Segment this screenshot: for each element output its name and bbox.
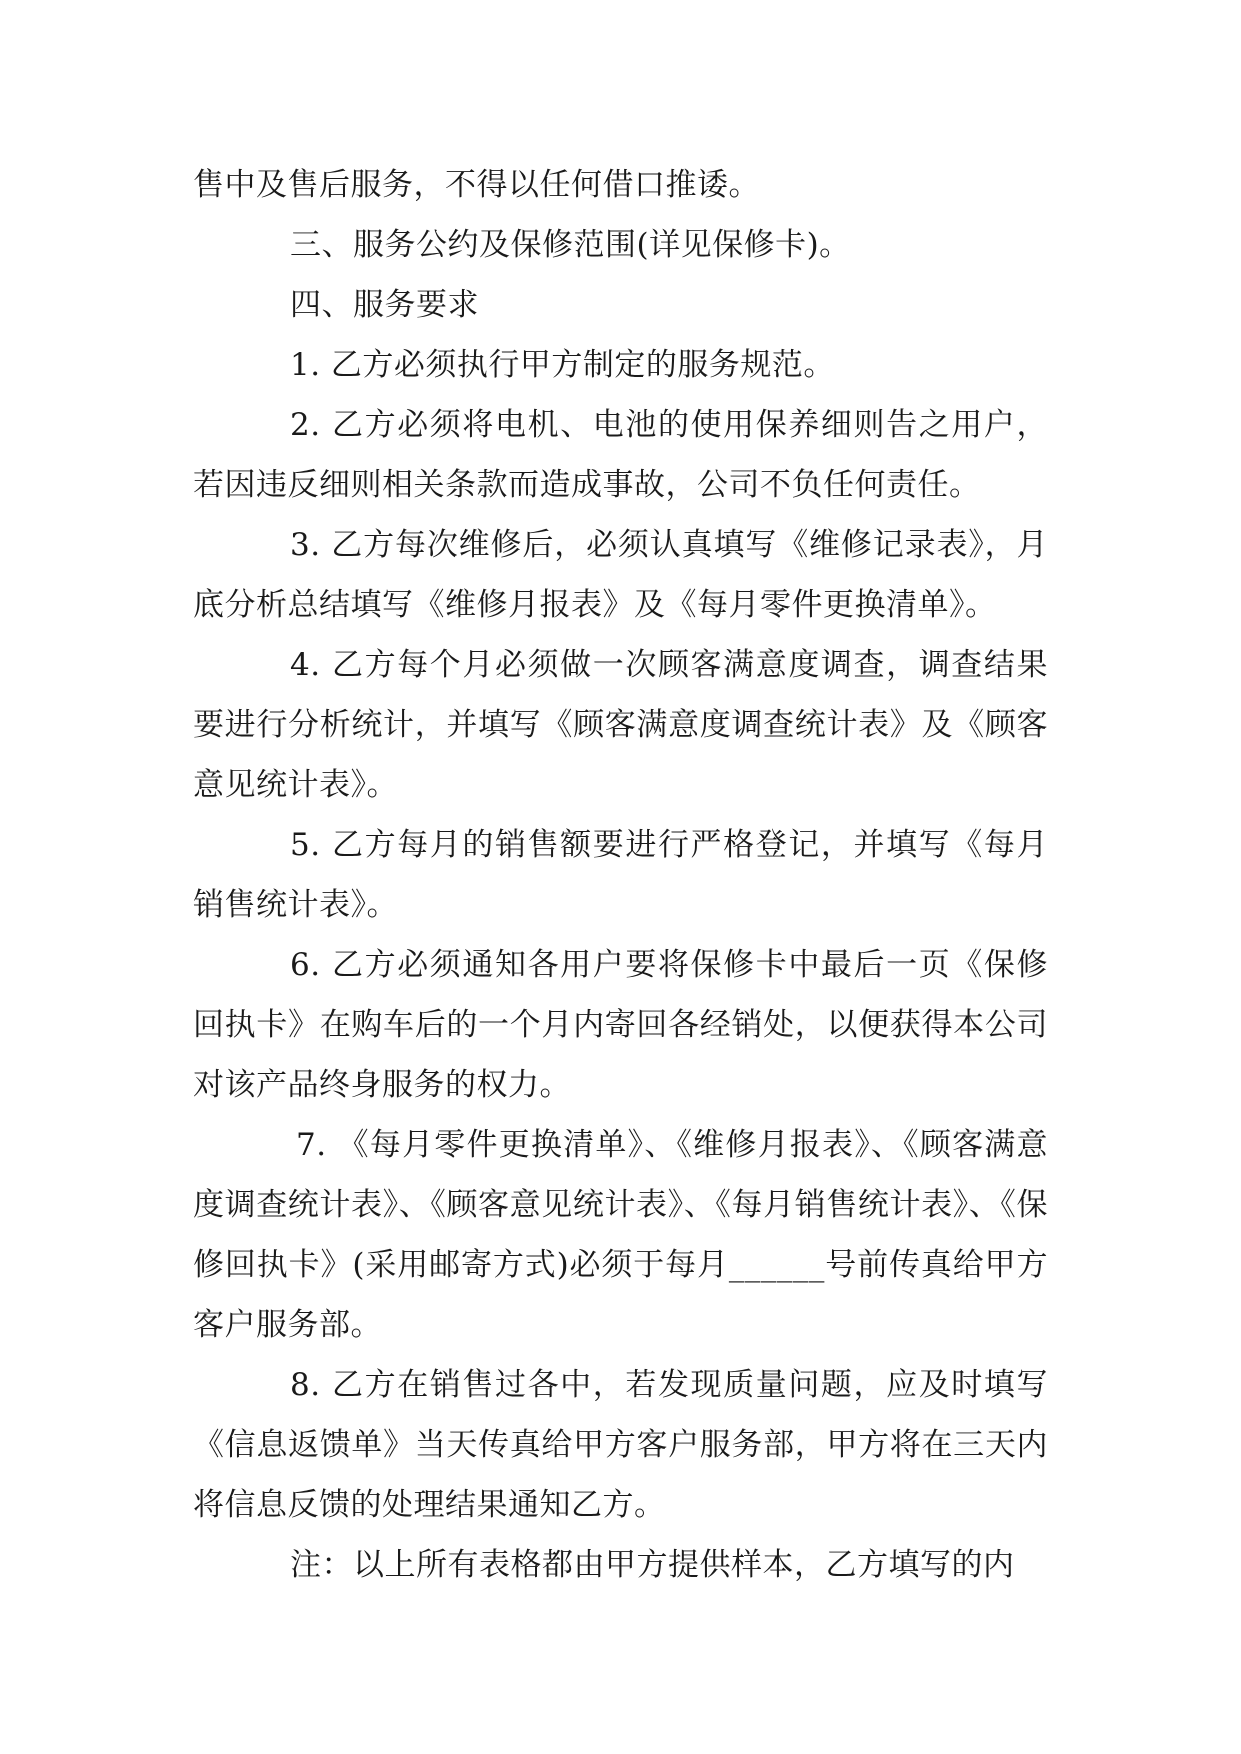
list-item-8: 8. 乙方在销售过各中，若发现质量问题，应及时填写《信息返馈单》当天传真给甲方客户服务部，甲方将在三天内将信息反馈的处理结果通知乙方。 (193, 1367, 1048, 1523)
list-item-1: 1. 乙方必须执行甲方制定的服务规范。 (290, 347, 835, 383)
list-item-7: 7. 《每月零件更换清单》、《维修月报表》、《顾客满意度调查统计表》、《顾客意见统计表》、《每月销售统计表》、《保修回执卡》(采用邮寄方式)必须于每月______号前传真给甲方客户服务部。 (193, 1127, 1048, 1343)
paragraph-section-four-heading: 四、服务要求 (290, 287, 479, 323)
list-item-3: 3. 乙方每次维修后，必须认真填写《维修记录表》，月底分析总结填写《维修月报表》及《每月零件更换清单》。 (193, 527, 1048, 623)
note-paragraph: 注：以上所有表格都由甲方提供样本，乙方填写的内 (290, 1547, 1015, 1583)
paragraph-section-three-heading: 三、服务公约及保修范围(详见保修卡)。 (290, 227, 851, 263)
paragraph-after-sales-clause: 售中及售后服务，不得以任何借口推诿。 (193, 167, 760, 203)
list-item-2: 2. 乙方必须将电机、电池的使用保养细则告之用户，若因违反细则相关条款而造成事故，公司不负任何责任。 (193, 407, 1048, 503)
document-body (193, 155, 1048, 1595)
list-item-5: 5. 乙方每月的销售额要进行严格登记，并填写《每月销售统计表》。 (193, 827, 1048, 923)
list-item-6: 6. 乙方必须通知各用户要将保修卡中最后一页《保修回执卡》在购车后的一个月内寄回各经销处，以便获得本公司对该产品终身服务的权力。 (193, 947, 1048, 1103)
list-item-4: 4. 乙方每个月必须做一次顾客满意度调查，调查结果要进行分析统计，并填写《顾客满意度调查统计表》及《顾客意见统计表》。 (193, 647, 1048, 803)
